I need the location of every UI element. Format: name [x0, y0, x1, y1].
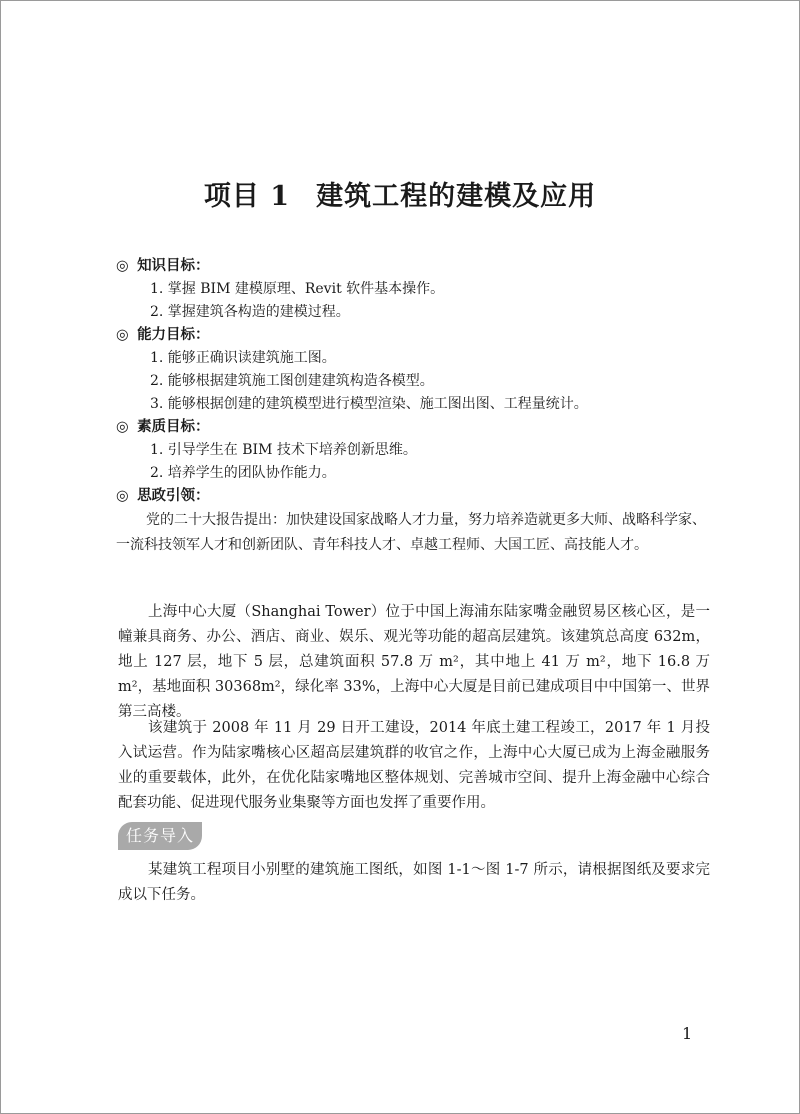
list-item: 1. 引导学生在 BIM 技术下培养创新思维。	[150, 442, 417, 458]
shanghai-tower-section	[118, 600, 710, 725]
heading-label: 素质目标：	[137, 419, 210, 435]
list-item: 1. 掌握 BIM 建模原理、Revit 软件基本操作。	[150, 281, 445, 297]
list-item: 1. 能够正确识读建筑施工图。	[150, 350, 336, 366]
heading-label: 知识目标：	[137, 258, 210, 274]
shanghai-tower-paragraph: 上海中心大厦（Shanghai Tower）位于中国上海浦东陆家嘴金融贸易区核心区，是一幢兼具商务、办公、酒店、商业、娱乐、观光等功能的超高层建筑。该建筑总高度 632m，地上 127 层，地下 5 层，总建筑面积 57.8 万 m²，其中地上 41 万 m²，地下 16.8 万 m²，基地面积 30368m²，绿化率 33%，上海中心大厦是目前已建成项目中中国第一、世界第三高楼。	[118, 604, 710, 720]
page-number: 1	[682, 1024, 693, 1043]
list-item: 2. 培养学生的团队协作能力。	[150, 465, 336, 481]
construction-paragraph: 该建筑于 2008 年 11 月 29 日开工建设，2014 年底土建工程竣工，2017 年 1 月投入试运营。作为陆家嘴核心区超高层建筑群的收官之作，上海中心大厦已成为上海金融服务业的重要载体，此外，在优化陆家嘴地区整体规划、完善城市空间、提升上海金融中心综合配套功能、促进现代服务业集聚等方面也发挥了重要作用。	[118, 720, 710, 811]
bullseye-icon: ◎	[116, 327, 129, 343]
project-label: 项目 1	[203, 181, 291, 212]
chapter-title: 建筑工程的建模及应用	[316, 181, 597, 212]
construction-section	[118, 716, 710, 816]
list-item: 3. 能够根据创建的建筑模型进行模型渲染、施工图出图、工程量统计。	[150, 396, 588, 412]
ideology-heading	[116, 485, 716, 508]
learning-goals	[116, 255, 716, 558]
bullseye-icon: ◎	[116, 258, 129, 274]
task-section	[118, 858, 710, 908]
task-intro-badge: 任务导入	[118, 822, 202, 850]
knowledge-goals-heading	[116, 255, 716, 278]
page-title	[0, 174, 800, 213]
task-paragraph: 某建筑工程项目小别墅的建筑施工图纸，如图 1-1～图 1-7 所示，请根据图纸及要求完成以下任务。	[118, 862, 710, 903]
list-item: 2. 掌握建筑各构造的建模过程。	[150, 304, 350, 320]
bullseye-icon: ◎	[116, 488, 129, 504]
bullseye-icon: ◎	[116, 419, 129, 435]
ideology-paragraph: 党的二十大报告提出：加快建设国家战略人才力量，努力培养造就更多大师、战略科学家、一流科技领军人才和创新团队、青年科技人才、卓越工程师、大国工匠、高技能人才。	[116, 512, 706, 553]
list-item: 2. 能够根据建筑施工图创建建筑构造各模型。	[150, 373, 434, 389]
heading-label: 能力目标：	[137, 327, 210, 343]
quality-goals-heading	[116, 416, 716, 439]
ability-goals-heading	[116, 324, 716, 347]
heading-label: 思政引领：	[137, 488, 210, 504]
